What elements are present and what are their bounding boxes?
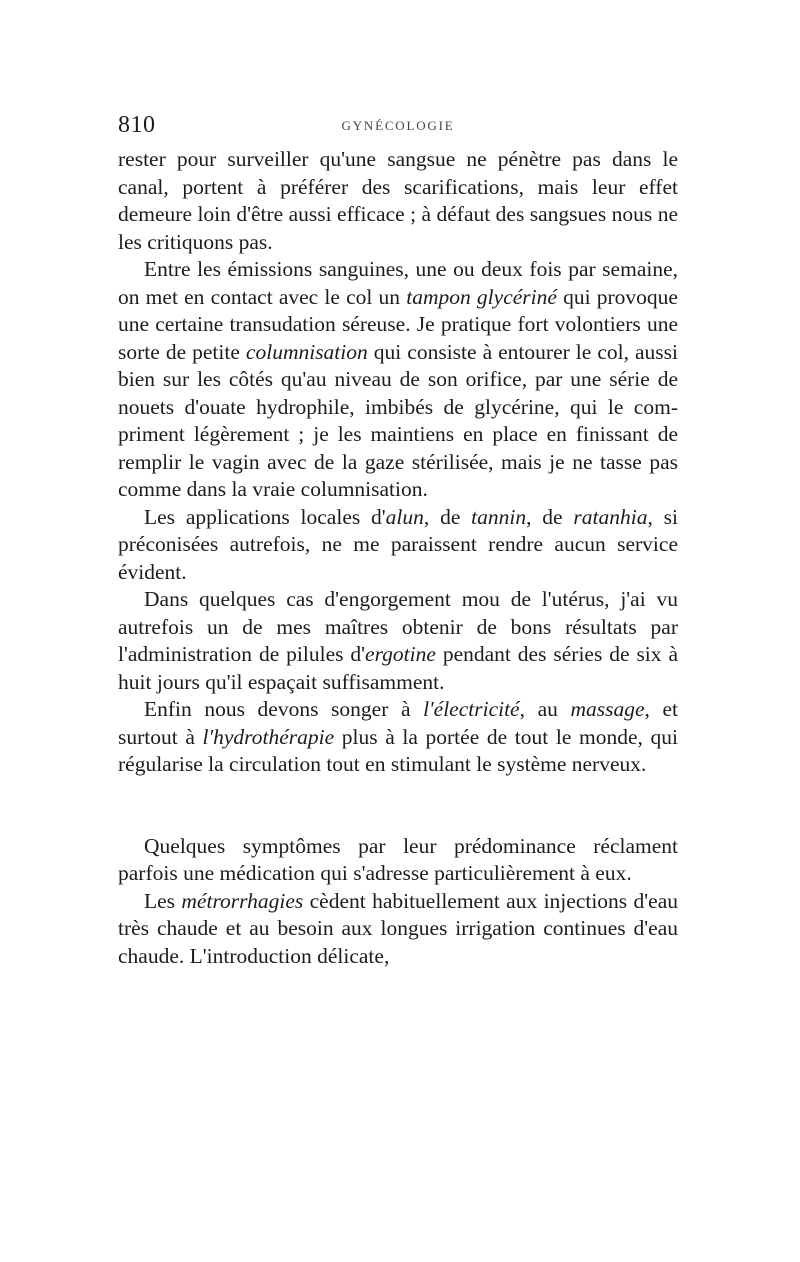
text-run: Dans quelques cas d'engorgement mou de l'utérus, j'ai vu autrefois un de mes maîtres obtenir de bons résultats par l'administration de pilules d' <box>118 587 678 666</box>
paragraph <box>118 833 678 888</box>
italic-text: alun <box>385 504 424 529</box>
paragraph <box>118 696 678 779</box>
italic-text: ratanhia <box>573 504 648 529</box>
italic-text: tannin <box>471 504 527 529</box>
page-number: 810 <box>118 112 156 138</box>
italic-text: l'hydrothérapie <box>202 724 335 749</box>
text-run: plus à la portée de tout le monde, qui régularise la circulation tout en stimulant le système nerveux. <box>118 724 678 776</box>
text-run: Quelques symptômes par leur prédominance réclament parfois une médication qui s'adresse particulièrement à eux. <box>118 833 678 885</box>
text-run: , et surtout à <box>118 697 678 749</box>
document-page <box>118 112 678 970</box>
italic-text: massage <box>570 697 645 721</box>
text-run: Les applications locales d' <box>144 504 386 529</box>
italic-text: tampon glycériné <box>406 284 557 309</box>
italic-text: ergotine <box>365 642 436 666</box>
text-run: , au <box>519 697 571 721</box>
text-run: , de <box>423 504 472 529</box>
italic-text: columnisation <box>245 339 368 364</box>
italic-text: métrorrhagies <box>181 888 304 913</box>
paragraph <box>118 504 678 587</box>
paragraph <box>118 888 678 971</box>
text-run: , de <box>526 504 574 529</box>
running-title: GYNÉCOLOGIE <box>341 118 455 133</box>
paragraph <box>118 256 678 504</box>
text-run: qui provoque une certaine transudation séreuse. Je pratique fort volontiers une sorte de petite <box>118 284 678 364</box>
running-header <box>118 112 678 146</box>
body-text <box>118 146 678 970</box>
text-run: Entre les émissions sanguines, une ou deux fois par semaine, on met en contact avec le col un <box>118 257 678 309</box>
paragraph <box>118 586 678 696</box>
text-run: cèdent habituellement aux injections d'eau très chaude et au besoin aux longues irrigation continues d'eau chaude. L'introduction délicate, <box>118 888 678 968</box>
paragraph <box>118 146 678 256</box>
text-run: qui consiste à entourer le col, aussi bien sur les côtés qu'au niveau de son orifice, par une série de nouets d'ouate hydrophile, imbibés de glycérine, qui le compriment légèrement ; je les maintiens en place en finissant de remplir le vagin avec de la gaze stérilisée, mais je ne tasse pas comme dans la vraie columnisation. <box>118 339 678 501</box>
text-run: pendant des séries de six à huit jours qu'il espaçait suffisamment. <box>118 642 678 694</box>
text-run: rester pour surveiller qu'une sangsue ne pénètre pas dans le canal, portent à préférer des scarifications, mais leur effet demeure loin d'être aussi efficace ; à défaut des sangsues nous ne les critiquons pas. <box>118 147 678 254</box>
italic-text: l'électricité <box>423 697 520 721</box>
text-run: Enfin nous devons songer à <box>144 697 424 721</box>
text-run: , si préconisées autrefois, ne me paraissent rendre aucun service évident. <box>118 504 679 584</box>
text-run: Les <box>144 888 182 913</box>
